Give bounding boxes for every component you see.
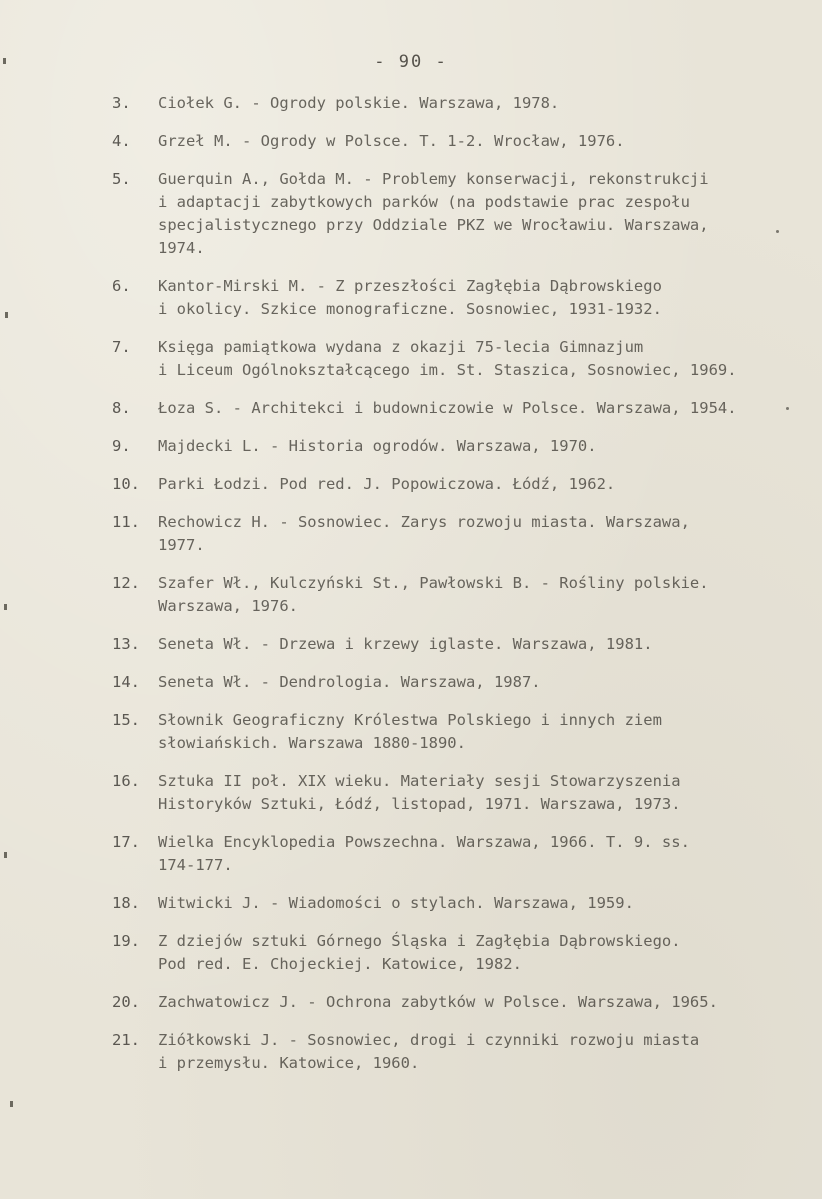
entry-text: Seneta Wł. - Dendrologia. Warszawa, 1987. [158, 673, 541, 691]
bibliography-entry [112, 709, 772, 755]
entry-number: 10. [112, 475, 140, 493]
entry-text: Sztuka II poł. XIX wieku. Materiały sesji Stowarzyszenia [158, 772, 681, 790]
bibliography-entry [112, 991, 772, 1014]
bibliography-entry [112, 831, 772, 877]
entry-text-continued: słowiańskich. Warszawa 1880-1890. [158, 734, 466, 752]
entry-number: 16. [112, 772, 140, 790]
entry-text-continued: Pod red. E. Chojeckiej. Katowice, 1982. [158, 955, 522, 973]
entry-text-continued: i Liceum Ogólnokształcącego im. St. Staszica, Sosnowiec, 1969. [158, 361, 737, 379]
scan-mark [4, 852, 7, 858]
bibliography-list [112, 92, 772, 1090]
entry-text: Kantor-Mirski M. - Z przeszłości Zagłębia Dąbrowskiego [158, 277, 662, 295]
entry-text: Rechowicz H. - Sosnowiec. Zarys rozwoju miasta. Warszawa, [158, 513, 690, 531]
entry-text: Ciołek G. - Ogrody polskie. Warszawa, 1978. [158, 94, 560, 112]
entry-number: 13. [112, 635, 140, 653]
entry-text: Z dziejów sztuki Górnego Śląska i Zagłębia Dąbrowskiego. [158, 932, 681, 950]
entry-number: 14. [112, 673, 140, 691]
bibliography-entry [112, 397, 772, 420]
entry-number: 6. [112, 277, 131, 295]
entry-text: Seneta Wł. - Drzewa i krzewy iglaste. Warszawa, 1981. [158, 635, 653, 653]
entry-number: 20. [112, 993, 140, 1011]
entry-text: Grzeł M. - Ogrody w Polsce. T. 1-2. Wrocław, 1976. [158, 132, 625, 150]
entry-text: Guerquin A., Gołda M. - Problemy konserwacji, rekonstrukcji [158, 170, 709, 188]
entry-text-continued: i przemysłu. Katowice, 1960. [158, 1054, 420, 1072]
bibliography-entry [112, 275, 772, 321]
paper-speck [776, 230, 779, 233]
bibliography-entry [112, 92, 772, 115]
bibliography-entry [112, 770, 772, 816]
entry-text-continued: Historyków Sztuki, Łódź, listopad, 1971. Warszawa, 1973. [158, 795, 681, 813]
entry-text: Parki Łodzi. Pod red. J. Popowiczowa. Łódź, 1962. [158, 475, 616, 493]
scan-mark [10, 1101, 13, 1107]
entry-text: Łoza S. - Architekci i budowniczowie w Polsce. Warszawa, 1954. [158, 399, 737, 417]
bibliography-entry [112, 1029, 772, 1075]
entry-text-continued: i adaptacji zabytkowych parków (na podstawie prac zespołu [158, 193, 690, 211]
entry-number: 18. [112, 894, 140, 912]
bibliography-entry [112, 336, 772, 382]
bibliography-entry [112, 435, 772, 458]
entry-text-continued: specjalistycznego przy Oddziale PKZ we Wrocławiu. Warszawa, [158, 216, 709, 234]
bibliography-entry [112, 572, 772, 618]
entry-text: Witwicki J. - Wiadomości o stylach. Warszawa, 1959. [158, 894, 634, 912]
entry-text: Majdecki L. - Historia ogrodów. Warszawa, 1970. [158, 437, 597, 455]
entry-number: 11. [112, 513, 140, 531]
entry-number: 8. [112, 399, 131, 417]
entry-text: Ziółkowski J. - Sosnowiec, drogi i czynniki rozwoju miasta [158, 1031, 700, 1049]
entry-text-continued: 174-177. [158, 856, 233, 874]
entry-number: 5. [112, 170, 131, 188]
entry-text: Wielka Encyklopedia Powszechna. Warszawa, 1966. T. 9. ss. [158, 833, 690, 851]
bibliography-entry [112, 633, 772, 656]
scan-mark [5, 312, 8, 318]
entry-text-continued: 1974. [158, 239, 205, 257]
entry-text: Słownik Geograficzny Królestwa Polskiego i innych ziem [158, 711, 662, 729]
entry-number: 19. [112, 932, 140, 950]
entry-text-continued: 1977. [158, 536, 205, 554]
entry-number: 7. [112, 338, 131, 356]
entry-number: 4. [112, 132, 131, 150]
entry-text: Księga pamiątkowa wydana z okazji 75-lecia Gimnazjum [158, 338, 644, 356]
bibliography-entry [112, 892, 772, 915]
entry-number: 17. [112, 833, 140, 851]
bibliography-entry [112, 671, 772, 694]
bibliography-entry [112, 511, 772, 557]
bibliography-entry [112, 930, 772, 976]
entry-number: 3. [112, 94, 131, 112]
entry-number: 12. [112, 574, 140, 592]
paper-speck [786, 407, 789, 410]
entry-text-continued: Warszawa, 1976. [158, 597, 298, 615]
entry-number: 21. [112, 1031, 140, 1049]
bibliography-entry [112, 168, 772, 260]
entry-text: Szafer Wł., Kulczyński St., Pawłowski B. - Rośliny polskie. [158, 574, 709, 592]
entry-number: 9. [112, 437, 131, 455]
entry-text-continued: i okolicy. Szkice monograficzne. Sosnowiec, 1931-1932. [158, 300, 662, 318]
scan-mark [4, 604, 7, 610]
bibliography-entry [112, 130, 772, 153]
bibliography-entry [112, 473, 772, 496]
entry-number: 15. [112, 711, 140, 729]
page-number: - 90 - [374, 52, 448, 72]
entry-text: Zachwatowicz J. - Ochrona zabytków w Polsce. Warszawa, 1965. [158, 993, 718, 1011]
scan-mark [3, 58, 6, 64]
